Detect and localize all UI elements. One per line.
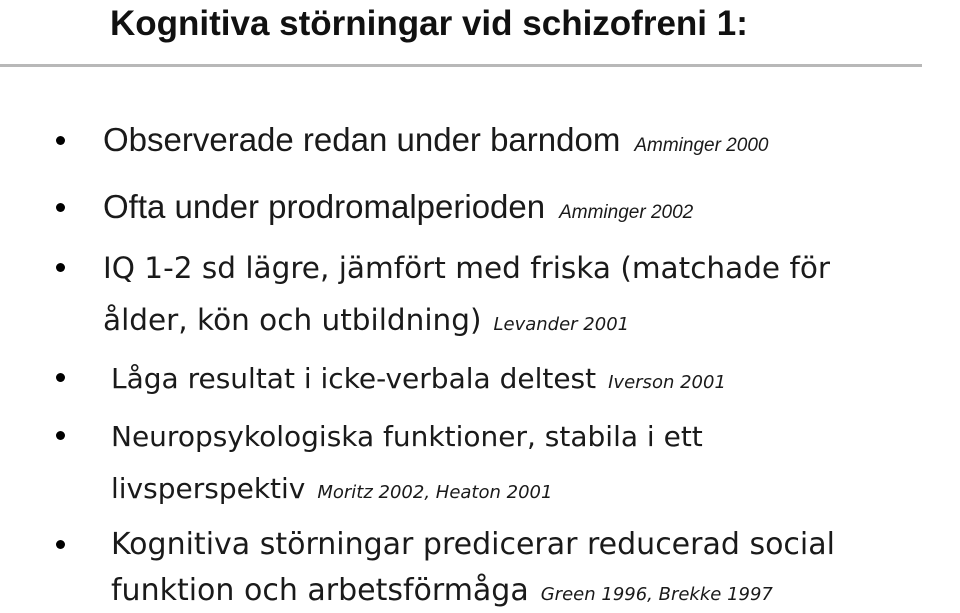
bullet-dot-icon: [56, 136, 65, 145]
bullet-line: [103, 121, 768, 165]
bullet-line: [111, 420, 703, 454]
bullet-text: IQ 1-2 sd lägre, jämfört med friska (matchade för: [103, 251, 831, 285]
bullet-text: Låga resultat i icke-verbala deltest: [111, 362, 597, 395]
bullet-text: Kognitiva störningar predicerar reducerad social: [111, 527, 835, 562]
bullet-line: [111, 472, 552, 510]
bullet-line: [111, 527, 835, 563]
bullet-line: [111, 362, 726, 400]
bullet-text: funktion och arbetsförmåga: [111, 573, 529, 608]
bullet-dot-icon: [56, 540, 65, 549]
bullet-citation: Moritz 2002, Heaton 2001: [317, 482, 553, 503]
bullet-line: [111, 573, 773, 613]
slide-title: Kognitiva störningar vid schizofreni 1:: [110, 4, 748, 43]
bullet-citation: Iverson 2001: [608, 372, 726, 393]
bullet-citation: Levander 2001: [493, 314, 630, 335]
bullet-citation: Amminger 2002: [559, 202, 694, 223]
bullet-dot-icon: [56, 431, 65, 440]
bullet-dot-icon: [56, 203, 65, 212]
bullet-text: ålder, kön och utbildning): [103, 303, 482, 337]
bullet-line: [103, 188, 693, 232]
bullet-text: Ofta under prodromalperioden: [103, 188, 546, 225]
bullet-line: [103, 250, 830, 286]
bullet-dot-icon: [56, 263, 65, 272]
bullet-line: [103, 302, 629, 343]
bullet-text: Observerade redan under barndom: [103, 121, 621, 158]
bullet-text: Neuropsykologiska funktioner, stabila i ett: [111, 420, 703, 453]
bullet-citation: Green 1996, Brekke 1997: [540, 584, 773, 605]
bullet-text: livsperspektiv: [111, 472, 306, 505]
bullet-dot-icon: [56, 373, 65, 382]
bullet-citation: Amminger 2000: [634, 135, 769, 156]
